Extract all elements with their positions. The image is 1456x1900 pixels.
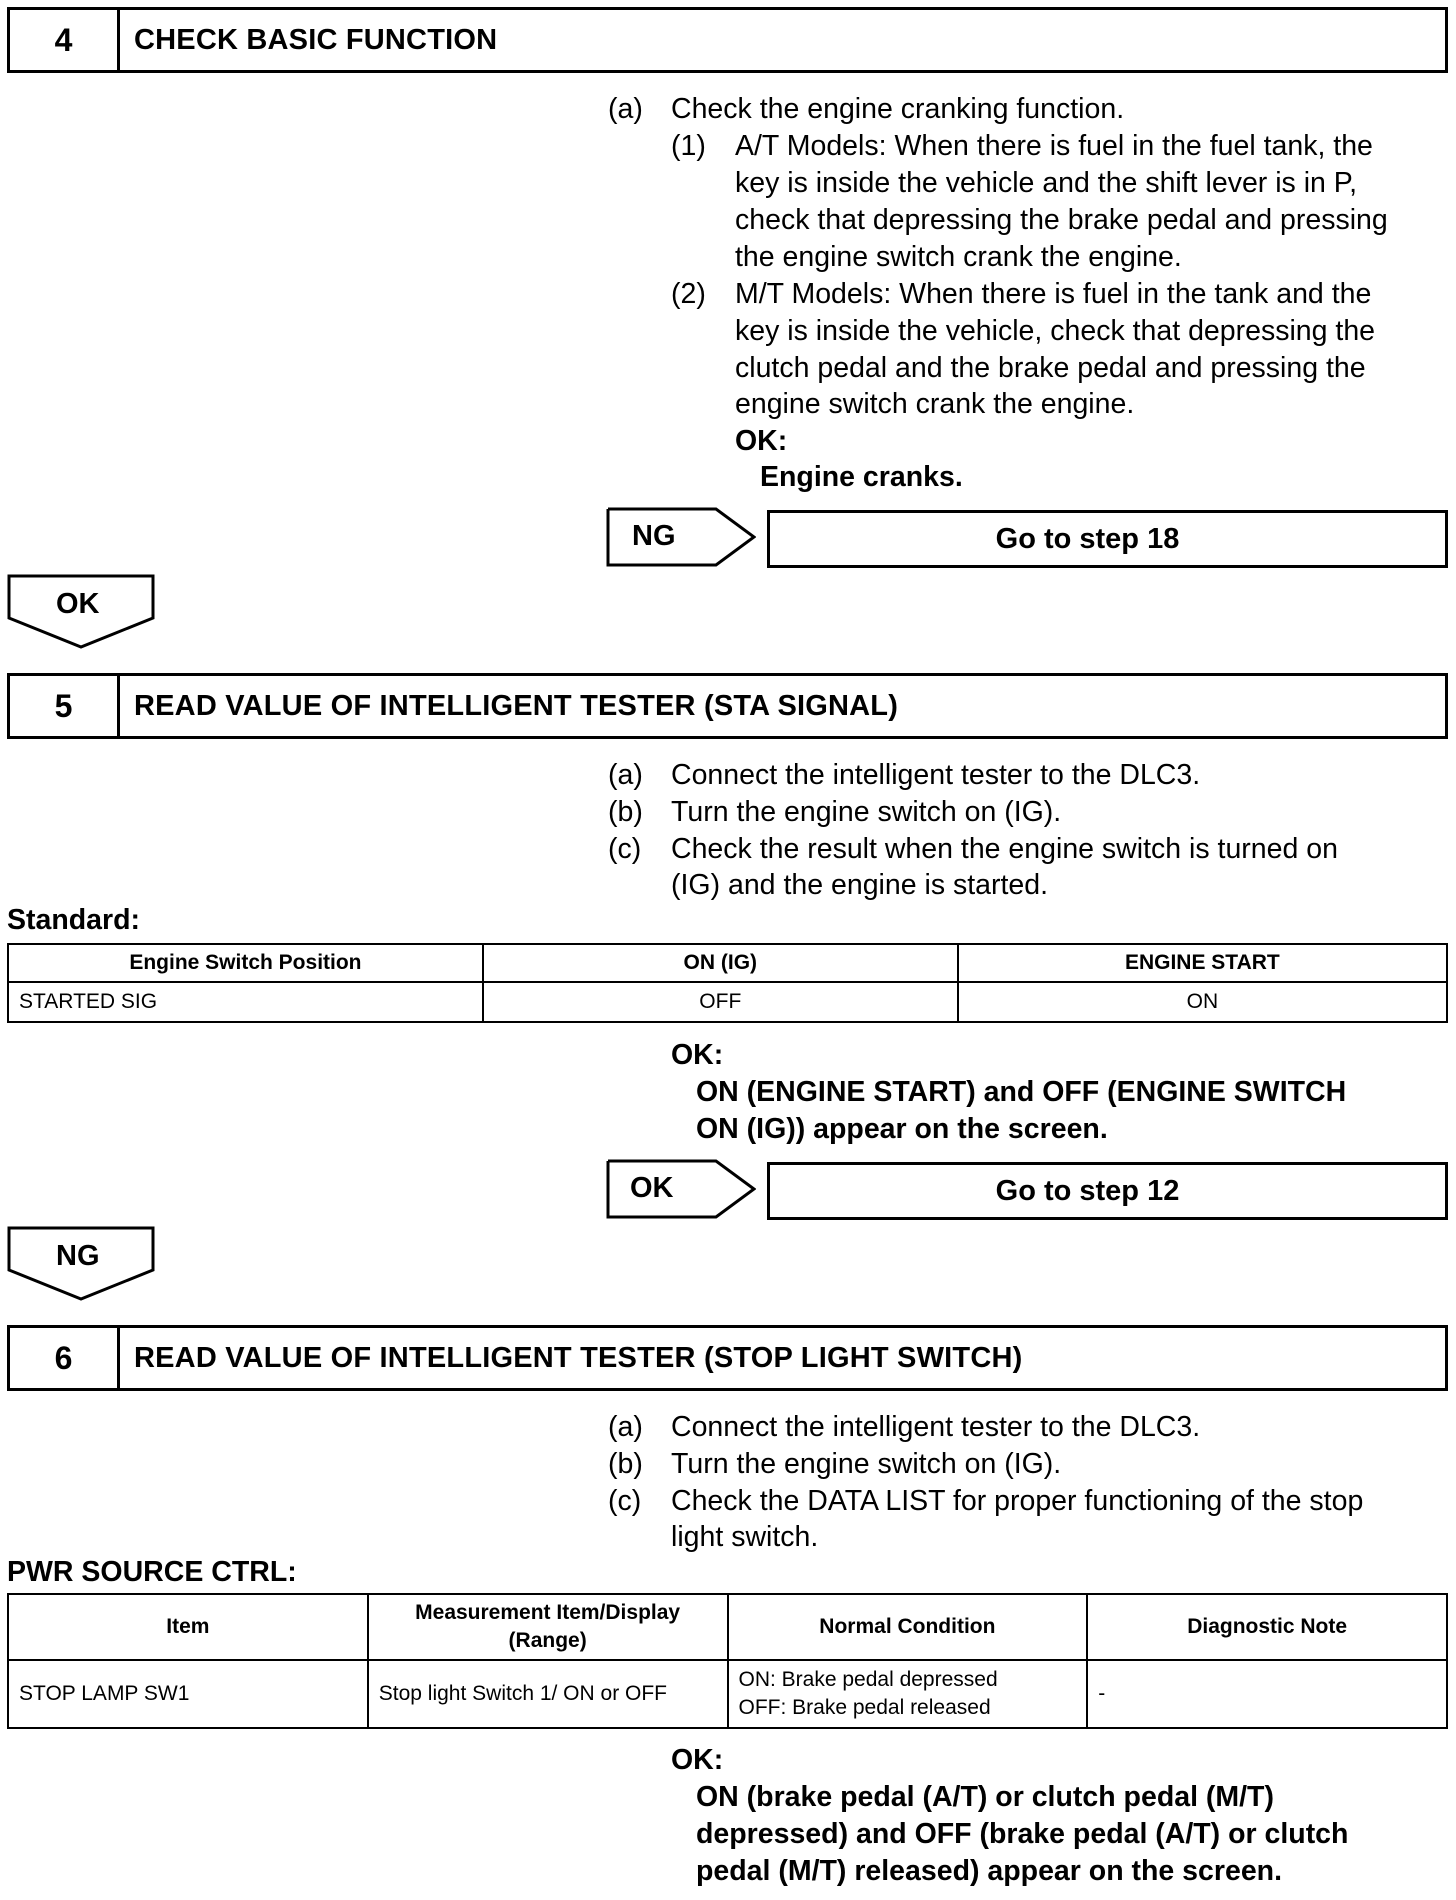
table-cell: Stop light Switch 1/ ON or OFF [368,1660,728,1728]
step-4-sub-1-line-4: the engine switch crank the engine. [735,241,1182,273]
ng-arrow-icon [606,507,756,567]
standard-table [7,943,1448,1023]
step-5-down-label: NG [56,1240,100,1272]
step-4-header [7,7,1448,73]
go-to-step-18-link[interactable]: Go to step 18 [767,510,1448,568]
go-to-step-12-link[interactable]: Go to step 12 [767,1162,1448,1220]
step-5-ok-line-1: ON (ENGINE START) and OFF (ENGINE SWITCH [696,1076,1347,1108]
step-6-sub-c-line-1: Check the DATA LIST for proper functioning of the stop [671,1485,1364,1517]
step-4-sub-2-line-4: engine switch crank the engine. [735,388,1135,420]
step-4-sub-a-text: Check the engine cranking function. [671,93,1125,125]
step-5-sub-c-label: (c) [608,833,642,865]
step-6-ok-line-1: ON (brake pedal (A/T) or clutch pedal (M/T) [696,1781,1274,1813]
step-5-ok-line-2: ON (IG)) appear on the screen. [696,1113,1108,1145]
step-5-sub-b-label: (b) [608,796,643,828]
step-6-sub-c-label: (c) [608,1485,642,1517]
step-5-sub-c-line-2: (IG) and the engine is started. [671,869,1049,901]
step-5-branch-label: OK [630,1172,674,1204]
table-header: Diagnostic Note [1087,1594,1447,1660]
step-4-sub-a-label: (a) [608,93,643,125]
step-5-sub-c-line-1: Check the result when the engine switch is turned on [671,833,1338,865]
table-header: ON (IG) [483,944,958,982]
step-4-sub-2-line-3: clutch pedal and the brake pedal and pressing the [735,352,1366,384]
step-6-header [7,1325,1448,1391]
step-number: 6 [10,1328,120,1388]
pwr-source-ctrl-caption: PWR SOURCE CTRL: [7,1556,297,1588]
step-4-down-label: OK [56,588,100,620]
table-cell: STARTED SIG [8,982,483,1022]
step-6-sub-c-line-2: light switch. [671,1521,819,1553]
table-cell-line: OFF: Brake pedal released [738,1696,991,1719]
step-6-sub-a-label: (a) [608,1411,643,1443]
step-5-ok-label: OK: [671,1039,724,1071]
step-6-sub-b-label: (b) [608,1448,643,1480]
step-4-branch-label: NG [632,520,676,552]
step-4-sub-2-label: (2) [671,278,706,310]
ok-arrow-icon [606,1159,756,1219]
step-4-ok-label: OK: [735,425,788,457]
step-6-ok-line-3: pedal (M/T) released) appear on the screen. [696,1855,1283,1887]
table-header: Engine Switch Position [8,944,483,982]
table-cell: STOP LAMP SW1 [8,1660,368,1728]
step-6-sub-b-text: Turn the engine switch on (IG). [671,1448,1062,1480]
step-title: CHECK BASIC FUNCTION [134,23,498,56]
table-header: Item [8,1594,368,1660]
data-list-table [7,1593,1448,1729]
table-header: Normal Condition [728,1594,1088,1660]
step-4-sub-2-line-1: M/T Models: When there is fuel in the tank and the [735,278,1372,310]
table-header-line: Measurement Item/Display [415,1601,681,1624]
standard-caption: Standard: [7,904,141,936]
step-4-sub-1-label: (1) [671,130,706,162]
step-number: 4 [10,10,120,70]
table-cell: OFF [483,982,958,1022]
table-cell: ON [958,982,1447,1022]
step-4-sub-1-line-3: check that depressing the brake pedal and pressing [735,204,1388,236]
step-4-sub-1-line-1: A/T Models: When there is fuel in the fuel tank, the [735,130,1373,162]
step-6-ok-line-2: depressed) and OFF (brake pedal (A/T) or clutch [696,1818,1349,1850]
table-header: ENGINE START [958,944,1447,982]
step-6-sub-a-text: Connect the intelligent tester to the DLC3. [671,1411,1201,1443]
step-4-ok-text: Engine cranks. [760,461,963,493]
step-4-sub-1-line-2: key is inside the vehicle and the shift lever is in P, [735,167,1358,199]
step-4-sub-2-line-2: key is inside the vehicle, check that depressing the [735,315,1376,347]
step-5-sub-a-label: (a) [608,759,643,791]
step-5-sub-b-text: Turn the engine switch on (IG). [671,796,1062,828]
table-header-line: (Range) [508,1629,587,1652]
table-header [368,1594,728,1660]
table-cell-line: ON: Brake pedal depressed [738,1668,998,1691]
step-6-ok-label: OK: [671,1744,724,1776]
step-title: READ VALUE OF INTELLIGENT TESTER (STA SIGNAL) [134,689,899,722]
table-cell [728,1660,1088,1728]
table-cell: - [1087,1660,1447,1728]
step-5-header [7,673,1448,739]
step-5-sub-a-text: Connect the intelligent tester to the DLC3. [671,759,1201,791]
step-title: READ VALUE OF INTELLIGENT TESTER (STOP LIGHT SWITCH) [134,1341,1023,1374]
step-number: 5 [10,676,120,736]
